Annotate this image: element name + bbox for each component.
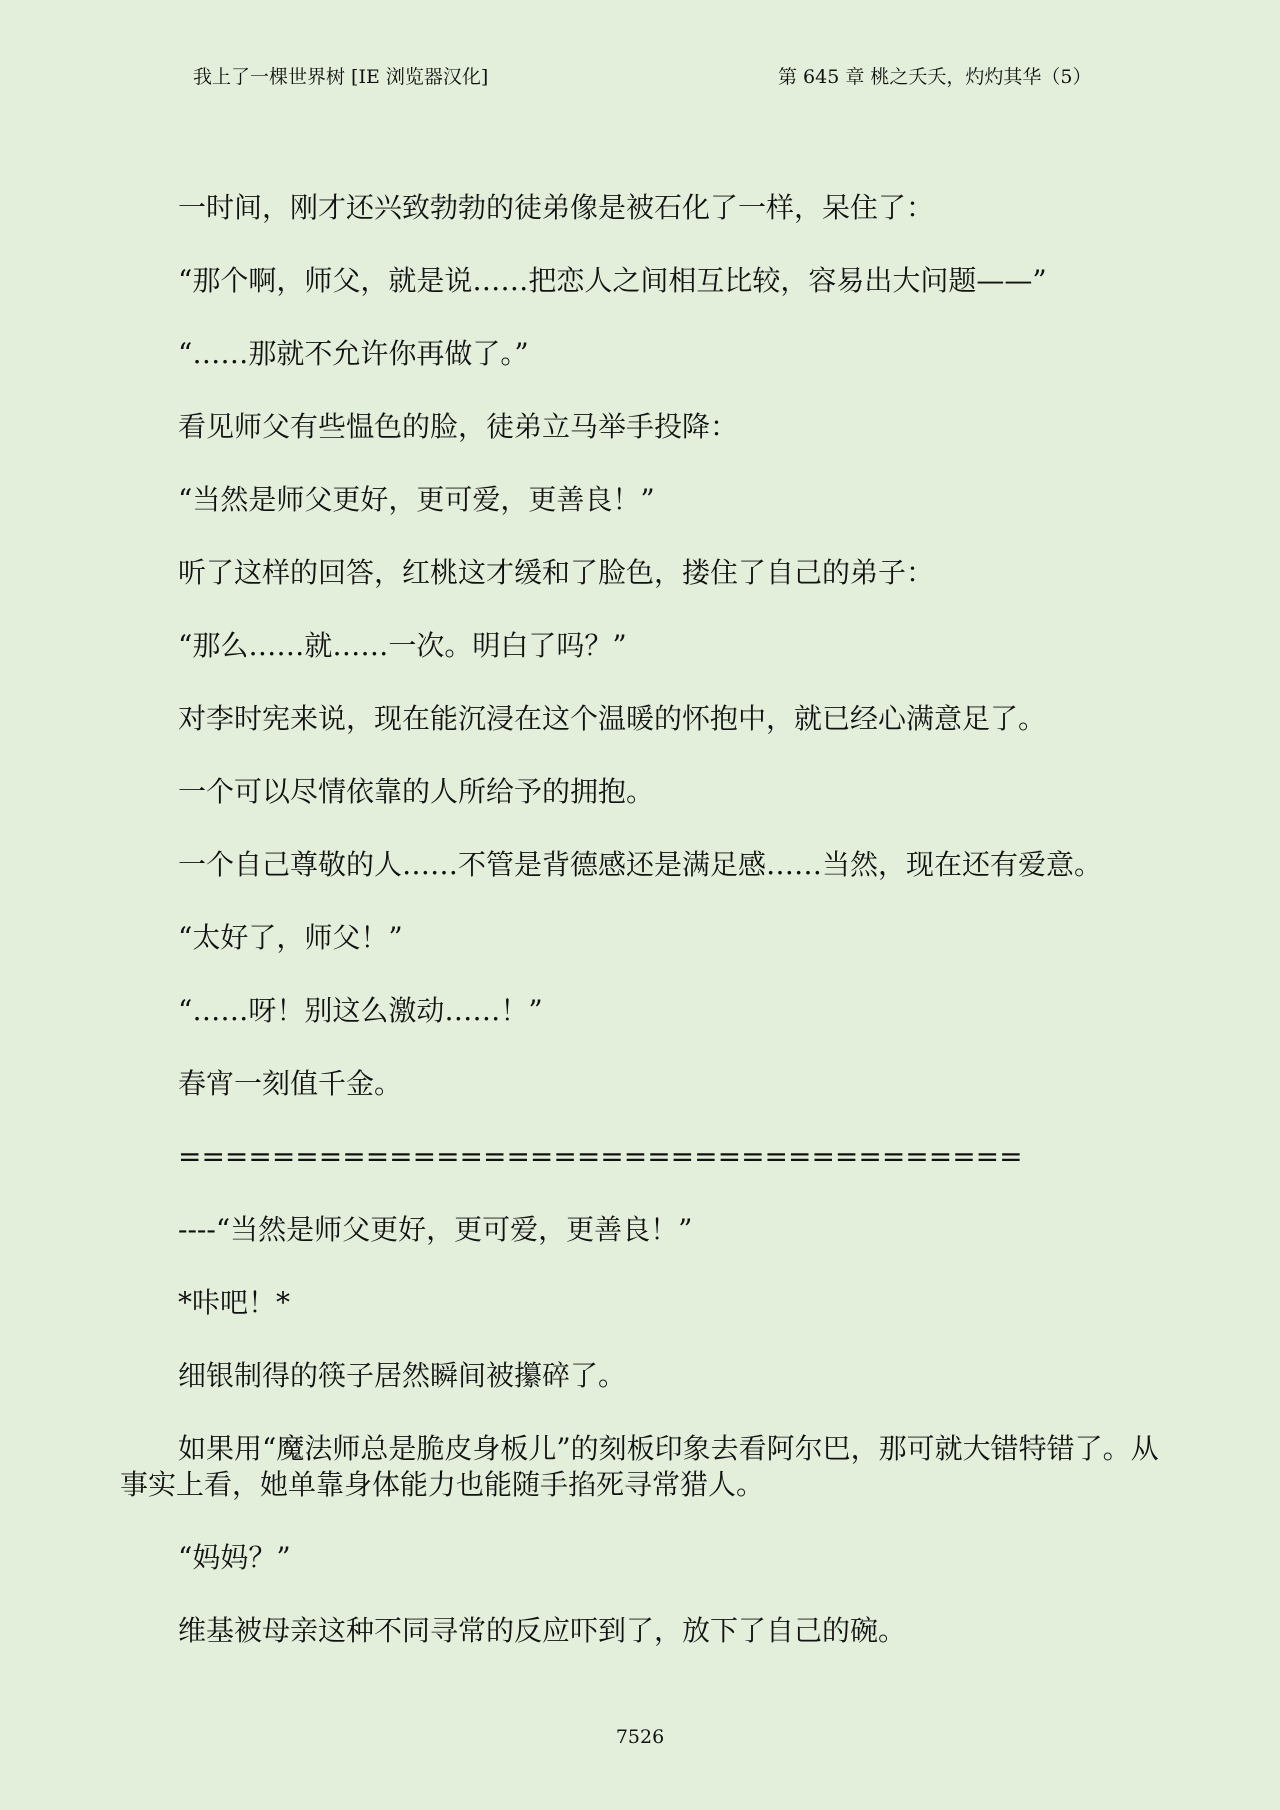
paragraph: 春宵一刻值千金。 — [178, 1067, 403, 1100]
paragraph: “……呀！别这么激动……！” — [178, 994, 543, 1027]
paragraph: “……那就不允许你再做了。” — [178, 337, 529, 370]
paragraph: “那么……就……一次。明白了吗？” — [178, 629, 627, 662]
paragraph: 如果用“魔法师总是脆皮身板儿”的刻板印象去看阿尔巴，那可就大错特错了。从事实上看，她单靠身体能力也能随手掐死寻常猎人。 — [120, 1432, 1159, 1501]
paragraph: 对李时宪来说，现在能沉浸在这个温暖的怀抱中，就已经心满意足了。 — [178, 702, 1047, 735]
paragraph: *咔吧！* — [178, 1286, 291, 1319]
chapter-body — [120, 190, 1180, 1686]
paragraph: “妈妈？” — [178, 1541, 291, 1574]
section-divider: ==================================== — [178, 1140, 1023, 1173]
paragraph: ----“当然是师父更好，更可爱，更善良！” — [178, 1213, 693, 1246]
book-title: 我上了一棵世界树 [IE 浏览器汉化] — [193, 66, 489, 88]
paragraph: 一个可以尽情依靠的人所给予的拥抱。 — [178, 775, 655, 808]
paragraph: “太好了，师父！” — [178, 921, 403, 954]
chapter-title: 第 645 章 桃之夭夭，灼灼其华（5） — [778, 66, 1092, 88]
paragraph: 维基被母亲这种不同寻常的反应吓到了，放下了自己的碗。 — [178, 1614, 907, 1647]
page-number: 7526 — [615, 1726, 665, 1748]
paragraph: 听了这样的回答，红桃这才缓和了脸色，搂住了自己的弟子： — [178, 556, 935, 589]
paragraph: 看见师父有些愠色的脸，徒弟立马举手投降： — [178, 410, 739, 443]
paragraph: “那个啊，师父，就是说……把恋人之间相互比较，容易出大问题——” — [178, 264, 1047, 297]
paragraph: 一时间，刚才还兴致勃勃的徒弟像是被石化了一样，呆住了： — [178, 191, 935, 224]
paragraph: 一个自己尊敬的人……不管是背德感还是满足感……当然，现在还有爱意。 — [178, 848, 1103, 881]
paragraph: “当然是师父更好，更可爱，更善良！” — [178, 483, 655, 516]
paragraph: 细银制得的筷子居然瞬间被攥碎了。 — [178, 1359, 627, 1392]
